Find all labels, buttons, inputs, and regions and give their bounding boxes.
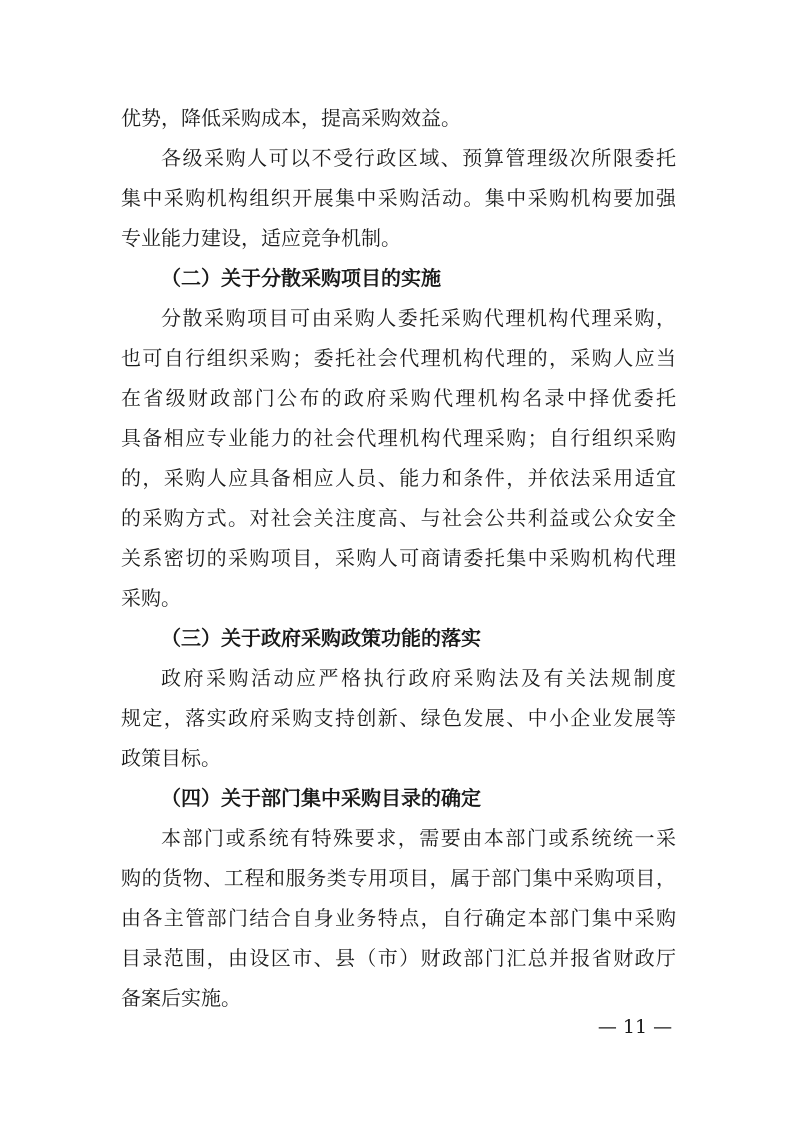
text-line: 关系密切的采购项目，采购人可商请委托集中采购机构代理 [121, 546, 676, 570]
text-line: 在省级财政部门公布的政府采购代理机构名录中择优委托 [121, 386, 676, 410]
text-line: 规定，落实政府采购支持创新、绿色发展、中小企业发展等 [121, 706, 676, 730]
page-number: — 11 — [597, 1016, 673, 1038]
text-line: 政策目标。 [121, 746, 221, 770]
text-line: 优势，降低采购成本，提高采购效益。 [121, 106, 461, 130]
text-line: 采购。 [121, 586, 181, 610]
text-line: 购的货物、工程和服务类专用项目，属于部门集中采购项目， [121, 866, 676, 890]
text-line: 具备相应专业能力的社会代理机构代理采购；自行组织采购 [121, 426, 676, 450]
text-line: 的采购方式。对社会关注度高、与社会公共利益或公众安全 [121, 506, 676, 530]
text-line: 各级采购人可以不受行政区域、预算管理级次所限委托 [161, 146, 676, 170]
text-line: 本部门或系统有特殊要求，需要由本部门或系统统一采 [161, 826, 676, 850]
text-line: 也可自行组织采购；委托社会代理机构代理的，采购人应当 [121, 346, 676, 370]
text-line: 分散采购项目可由采购人委托采购代理机构代理采购， [161, 306, 676, 330]
section-heading: （三）关于政府采购政策功能的落实 [161, 626, 481, 650]
text-line: 由各主管部门结合自身业务特点，自行确定本部门集中采购 [121, 906, 676, 930]
section-heading: （四）关于部门集中采购目录的确定 [161, 786, 481, 810]
text-line: 专业能力建设，适应竞争机制。 [121, 226, 401, 250]
section-heading: （二）关于分散采购项目的实施 [161, 266, 441, 290]
text-line: 备案后实施。 [121, 986, 241, 1010]
text-line: 政府采购活动应严格执行政府采购法及有关法规制度 [161, 666, 676, 690]
text-line: 的，采购人应具备相应人员、能力和条件，并依法采用适宜 [121, 466, 676, 490]
text-line: 集中采购机构组织开展集中采购活动。集中采购机构要加强 [121, 186, 676, 210]
body-text [121, 98, 676, 1018]
text-line: 目录范围，由设区市、县（市）财政部门汇总并报省财政厅 [121, 946, 676, 970]
